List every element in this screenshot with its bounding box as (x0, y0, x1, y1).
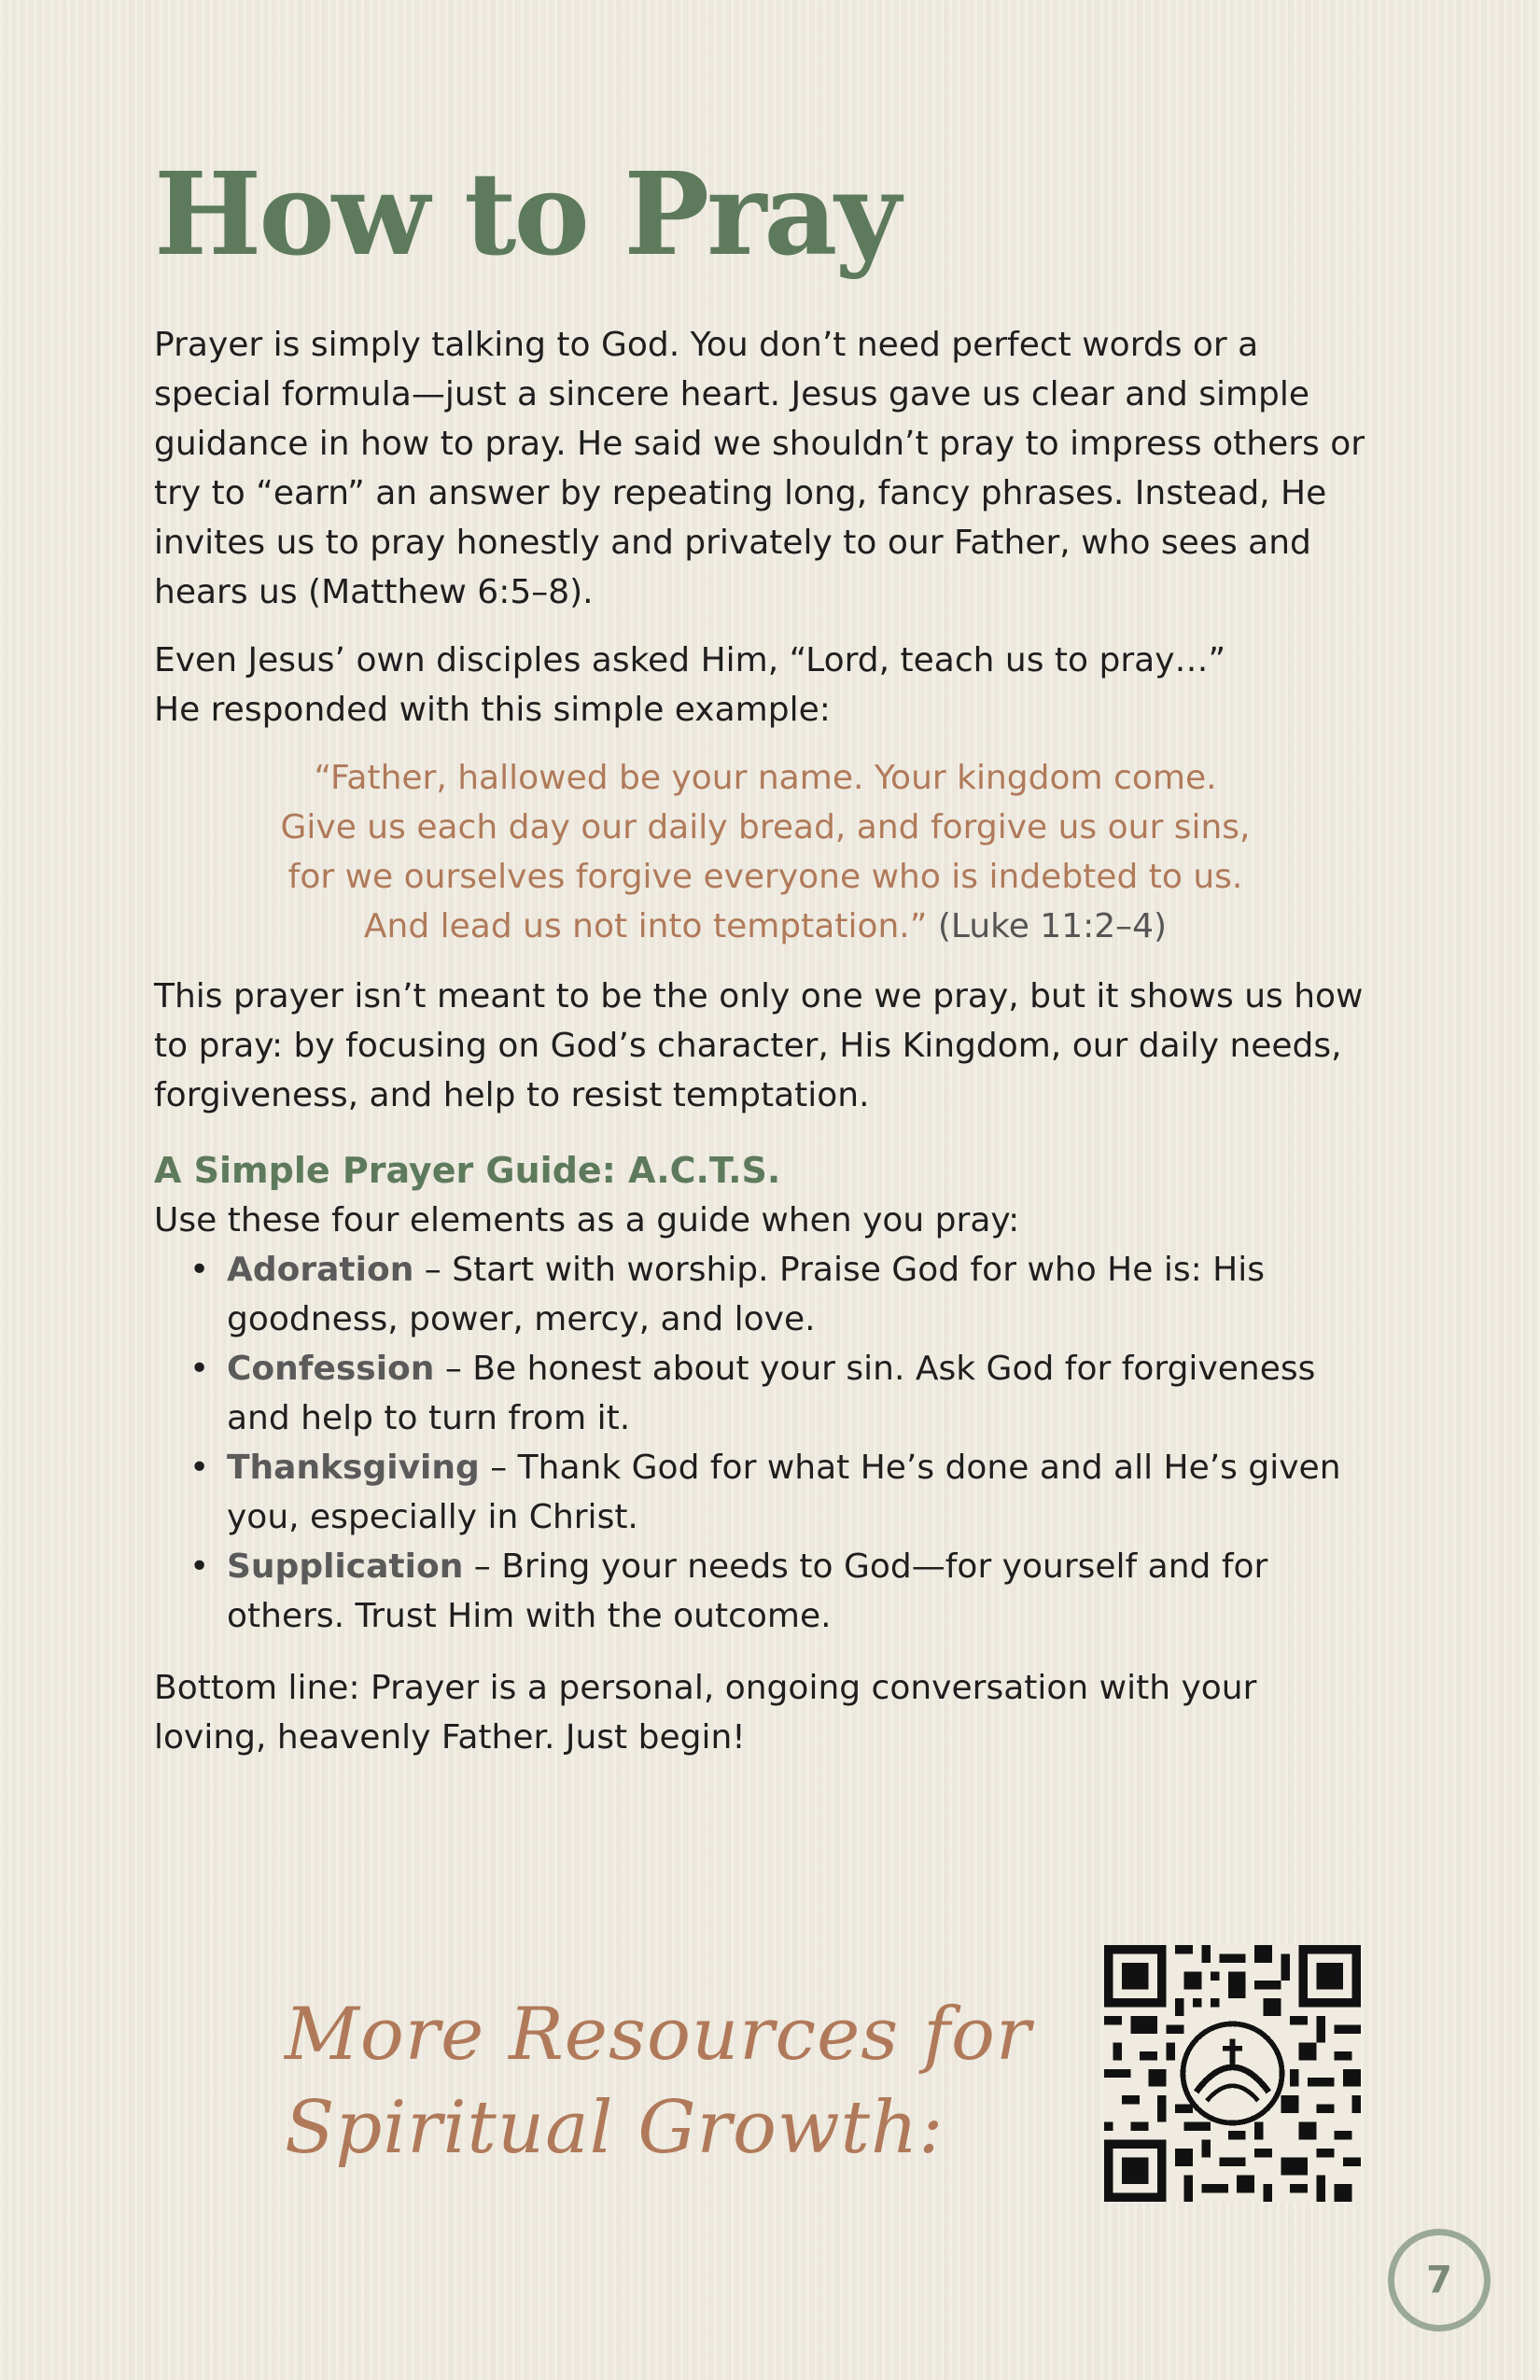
bullet-icon: • (189, 1547, 210, 1586)
guide-heading: A Simple Prayer Guide: A.C.T.S. (154, 1150, 781, 1191)
disciples-line-2: He responded with this simple example: (154, 691, 831, 729)
page-title: How to Pray (154, 147, 899, 281)
item-term: Supplication (227, 1547, 464, 1586)
item-term: Confession (227, 1350, 435, 1388)
prayer-paragraph: This prayer isn’t meant to be the only one we pray, but it shows us how to pray: by focusing on God’s character, His Kingdom, our daily needs, forgiveness, and help to resist temptation. (154, 977, 1364, 1114)
bottom-line-paragraph: Bottom line: Prayer is a personal, ongoing conversation with your loving, heavenly Father. Just begin! (154, 1669, 1257, 1757)
bullet-icon: • (189, 1350, 210, 1388)
disciples-paragraph (154, 636, 1377, 735)
page-number: 7 (1388, 2229, 1491, 2331)
verse-line-2: Give us each day our daily bread, and forgive us our sins, (280, 808, 1251, 847)
resources-line-1: More Resources for (285, 1993, 1032, 2077)
qr-code-icon[interactable] (1104, 1945, 1361, 2202)
scripture-quote (154, 753, 1377, 951)
item-term: Thanksgiving (227, 1449, 480, 1487)
guide-intro: Use these four elements as a guide when you pray: (154, 1201, 1020, 1239)
intro-paragraph: Prayer is simply talking to God. You don’t need perfect words or a special formula—just a sincere heart. Jesus gave us clear and simple guidance in how to pray. He said we shouldn’t pray to impress others or try to “earn” an answer by repeating long, fancy phrases. Instead, He invites us to pray honestly and privately to our Father, who sees and hears us (Matthew 6:5–8). (154, 326, 1365, 611)
main-content (154, 320, 1377, 1781)
verse-reference: (Luke 11:2–4) (937, 907, 1168, 945)
verse-line-3: for we ourselves forgive everyone who is indebted to us. (287, 858, 1243, 896)
list-item-confession (189, 1344, 1377, 1443)
item-term: Adoration (227, 1251, 414, 1289)
acts-list (154, 1245, 1377, 1641)
disciples-line-1: Even Jesus’ own disciples asked Him, “Lord, teach us to pray…” (154, 641, 1226, 679)
verse-line-1: “Father, hallowed be your name. Your kingdom come. (314, 759, 1217, 797)
bullet-icon: • (189, 1251, 210, 1289)
item-text: – Be honest about your sin. Ask God for forgiveness and help to turn from it. (227, 1350, 1316, 1437)
list-item-adoration (189, 1245, 1377, 1344)
list-item-supplication (189, 1542, 1377, 1641)
resources-heading (285, 1988, 1087, 2175)
bullet-icon: • (189, 1449, 210, 1487)
item-text: – Thank God for what He’s done and all He’s given you, especially in Christ. (227, 1449, 1341, 1536)
item-text: – Bring your needs to God—for yourself and for others. Trust Him with the outcome. (227, 1547, 1268, 1635)
resources-line-2: Spiritual Growth: (285, 2086, 945, 2170)
list-item-thanksgiving (189, 1443, 1377, 1542)
item-text: – Start with worship. Praise God for who He is: His goodness, power, mercy, and love. (227, 1251, 1265, 1338)
verse-line-4: And lead us not into temptation.” (363, 907, 928, 945)
